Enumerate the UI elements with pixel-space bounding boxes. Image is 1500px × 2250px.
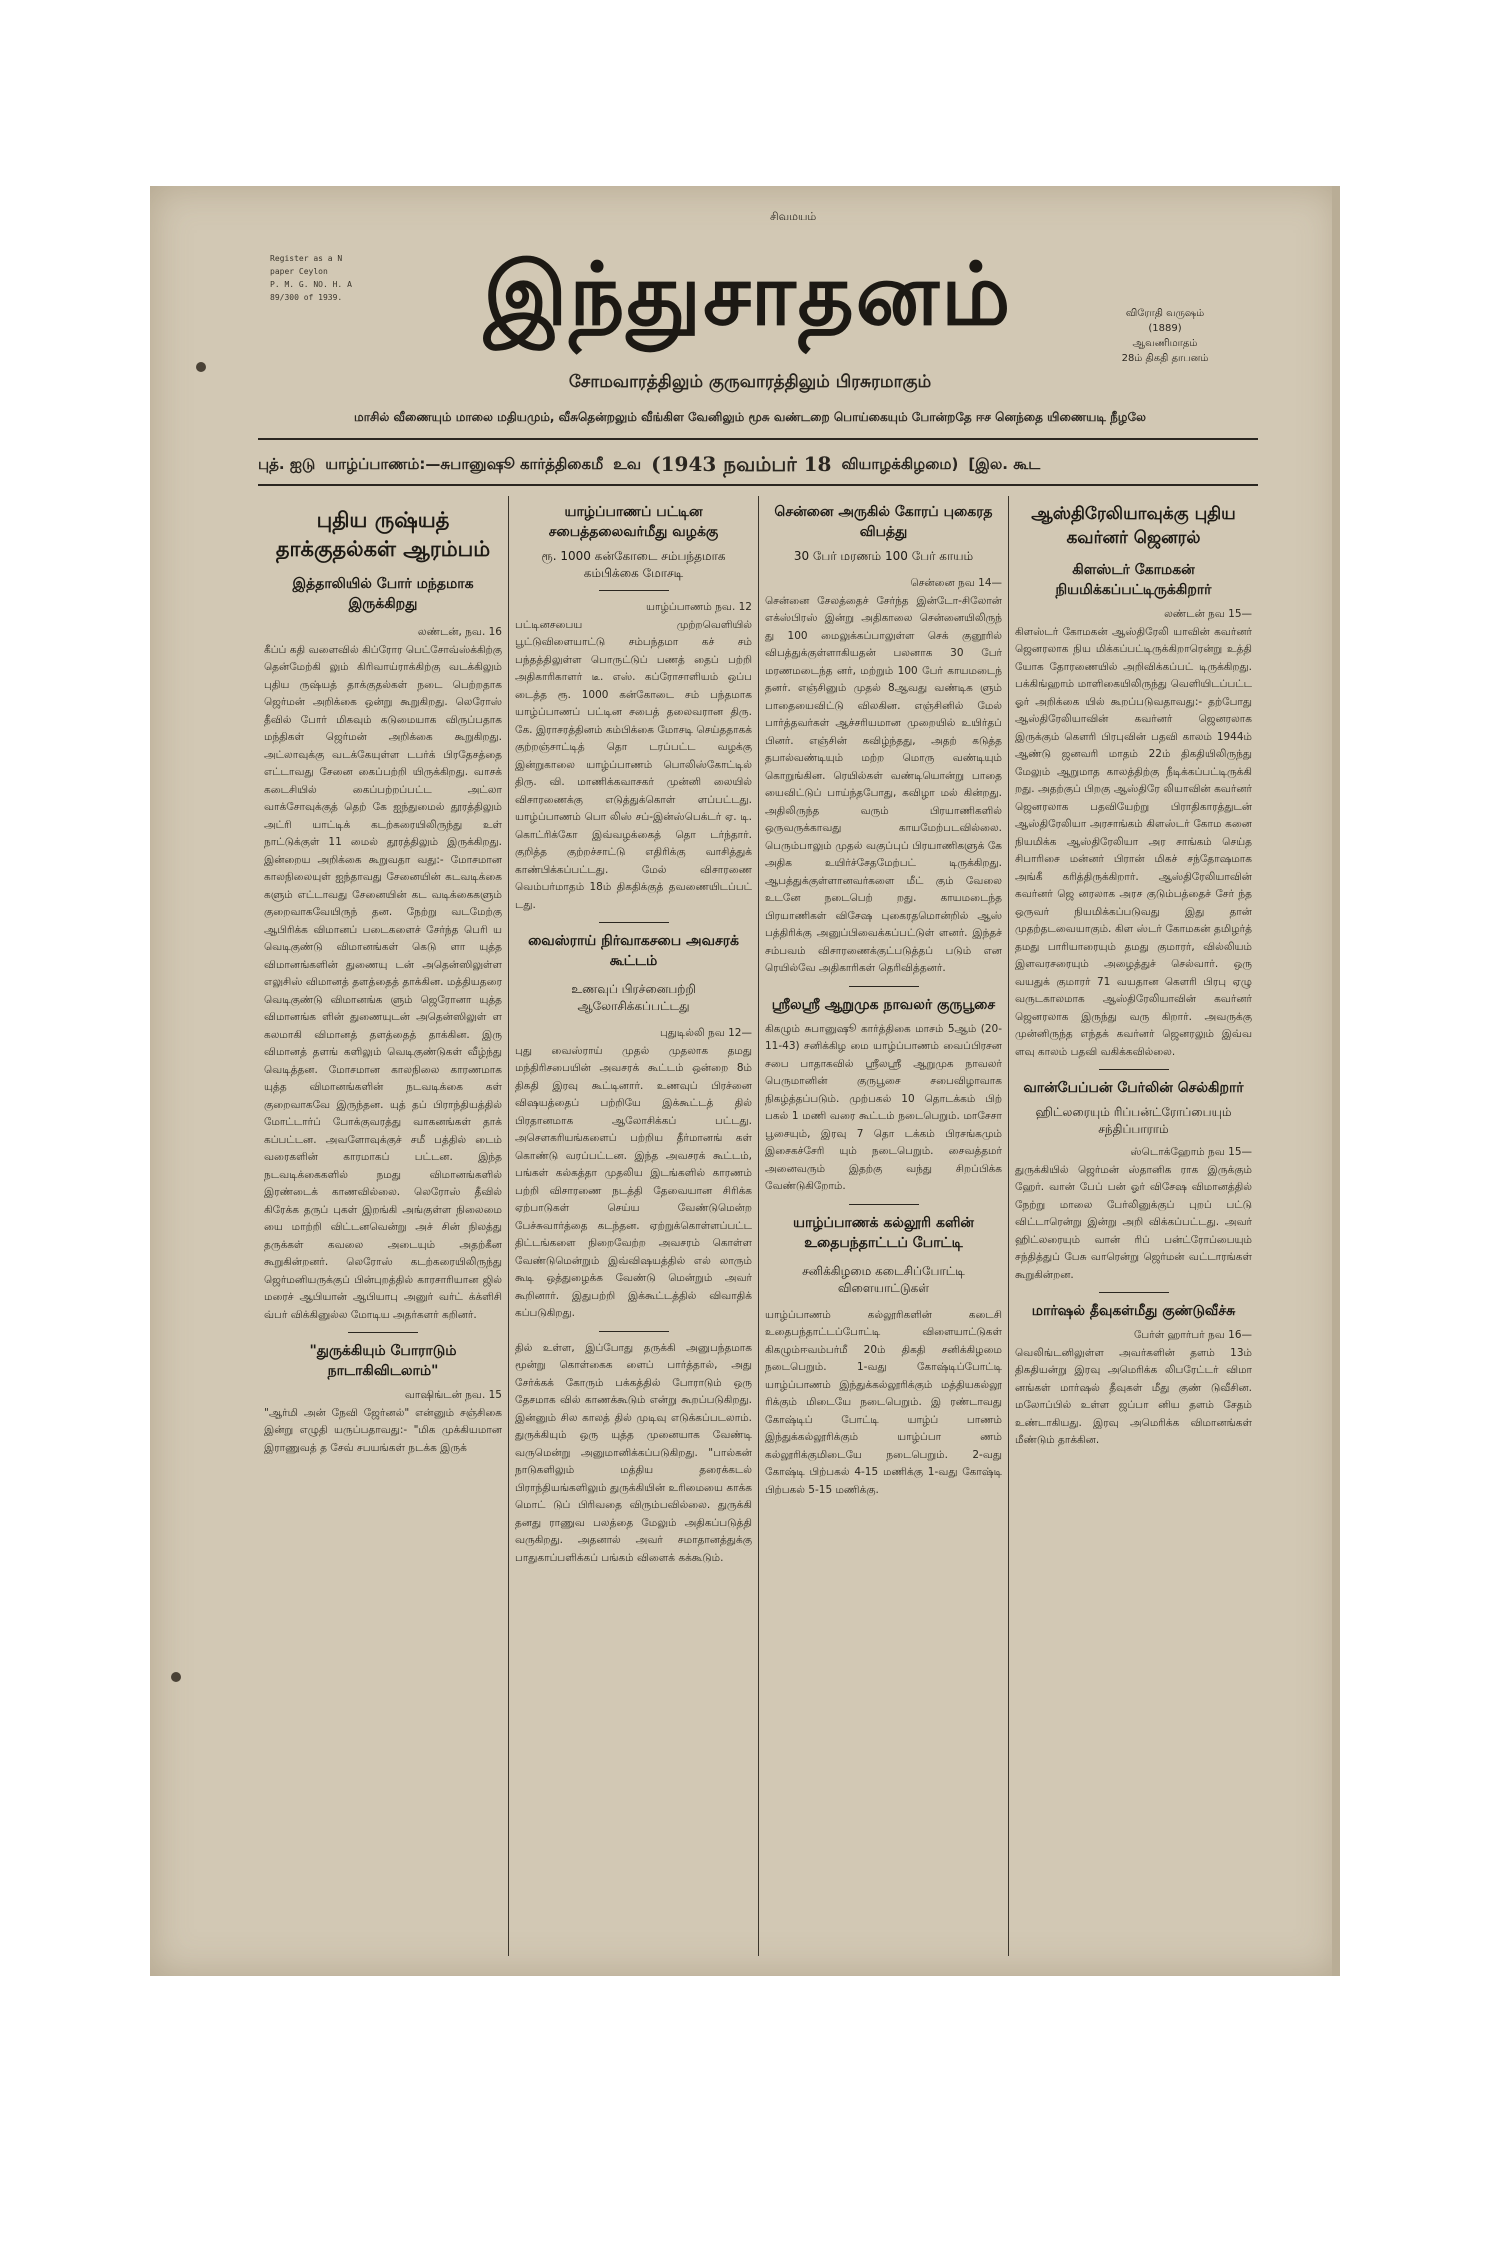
binding-hole [171, 1672, 181, 1682]
article-divider [849, 1204, 919, 1205]
article-dateline: பேர்ள் ஹார்பர் நவ 16— [1133, 1329, 1252, 1341]
registration-line: P. M. G. NO. H. A [270, 280, 352, 289]
year-box-line: 28ம் திகதி தாபனம் [1121, 353, 1209, 364]
article-body: யாழ்ப்பாணம் கல்லூரிகளின் கடைசி உதைபந்தாட்டப்போட்டி விளையாட்டுகள் கிகழும்ஈவம்பர்மீ 20ம் திகதி சனிக்கிழமை நடைபெறும். 1-வது கோஷ்டிப்போட்டி யாழ்ப்பாணம் இந்துக்கல்லூரிக்கும் மத்தியகல்லூ ரிக்கும் மிடையே நடைபெறும். இ ரண்டாவது கோஷ்டிப் போட்டி யாழ்ப் பாணம் இந்துக்கல்லூரிக்கும் யாழ்ப்பா ணம் கல்லூரிக்குமிடையே நடைபெறும். 2-வது கோஷ்டி பிற்பகல் 4-15 மணிக்கு 1-வது கோஷ்டி பிற்பகல் 5-15 மணிக்கு. [765, 1308, 1002, 1496]
issue-number: [இல. கூட [968, 455, 1041, 473]
subhead-jaffna-case: ரூ. 1000 கன்கோடை சம்பந்தமாக கம்பிக்கை மோசடி [541, 549, 726, 580]
subhead-gloucester: கிளஸ்டர் கோமகன் நியமிக்கப்பட்டிருக்கிறார் [1055, 562, 1212, 598]
headline-football-tournament: யாழ்ப்பாணக் கல்லூரி களின் உதைபந்தாட்டப் போட்டி [792, 1214, 975, 1251]
day-number: உவ [613, 455, 642, 473]
article-divider [599, 922, 669, 923]
article-body: கிகழும் சுபானுஷூ கார்த்திகை மாசம் 5ஆம் (20-11-43) சனிக்கிழ மை யாழ்ப்பாணம் வைப்பிரசன சபை பாதாகவில் ஸ்ரீலஸ்ரீ ஆறுமுக நாவலர் பெருமானின் குருபூசை சபைவிழாவாக நிகழ்த்தப்படும். முற்பகல் 10 தொடக்கம் பிற் பகல் 1 மணி வரை கூட்டம் நடைபெறும். மாசேசா பூசையும், இரவு 7 தொ டக்கம் பிரசங்கமும் இசைகச்சேரி யும் நடைபெறும். சைவத்தமர் அனைவரும் இதற்கு வந்து சிறப்பிக்க வேண்டுகிறோம். [765, 1022, 1002, 1192]
headline-von-papen: வான்பேப்பன் பேர்லின் செல்கிறார் [1023, 1080, 1244, 1096]
article-divider [599, 1331, 669, 1332]
columns [258, 496, 1258, 1956]
newspaper-page [150, 186, 1340, 1976]
article-dateline: ஸ்டொக்ஹோம் நவ 15— [1130, 1146, 1252, 1158]
year-box-line: விரோதி வருஷம் [1125, 308, 1205, 319]
article-dateline: யாழ்ப்பாணம் நவ. 12 [645, 601, 752, 613]
article-body: வெலிங்டனிலுள்ள அவர்களின் தளம் 13ம் திகதியன்று இரவு அமெரிக்க லிபரேட்டர் விமா னங்கள் மார்ஷல் தீவுகள் மீது குண் டுவீசின. மலோப்பில் உள்ள ஜப்பா னிய தளம் சேதம் உண்டாகியது. இரவு அமெரிக்க விமானங்கள் மீண்டும் தாக்கின. [1015, 1346, 1252, 1446]
article-body: "ஆர்மி அன் நேவி ஜேர்னல்" என்னும் சஞ்சிகை இன்று எழுதி யருப்பதாவது:- "மிக முக்கியமான இராணுவத் த சேவ் சபயங்கள் நடக்க இருக் [264, 1406, 502, 1454]
article-dateline: வாஷிங்டன் நவ. 15 [404, 1389, 502, 1401]
article-body: துருக்கியில் ஜெர்மன் ஸ்தானிக ராக இருக்கும் ஹேர். வான் பேப் பன் ஓர் விசேஷ விமானத்தில் நேற்று மாலை பேர்லினுக்குப் புறப் பட்டு விட்டாரென்று இன்று அறி விக்கப்பட்டது. அவர் ஹிட்லரையும் வான் ரிப் பன்ட்ரோப்பையும் சந்தித்துப் பேசு வாரென்று ஜெர்மன் வட்டாரங்கள் கூறுகின்றன. [1015, 1163, 1252, 1281]
western-date: (1943 நவம்பர் 18 [651, 451, 832, 476]
headline-train-accident: சென்னை அருகில் கோரப் புகைரத விபத்து [774, 504, 993, 540]
article-dateline: லண்டன் நவ 15— [1164, 608, 1252, 620]
registration-line: paper Ceylon [270, 267, 328, 276]
article-divider [348, 1332, 418, 1333]
article-body: கீப்ப் கதி வளைவில் கிப்ரோர பெட்சோவ்ஸ்க்கிற்கு தென்மேற்கி லும் கிரிவாய்ராக்கிற்கு வடக்கிலும் புதிய ருஷ்யத் தாக்குதல்கள் நடை பெற்றதாக ஜெர்மன் அறிக்கை ஒன்று கூறுகிறது. லெரோஸ் தீவில் போர் மிகவும் கடுமையாக விருப்பதாக மந்திகள் ஜெர்மன் அறிக்கை கூறுகிறது. அட்லாவுக்கு வடக்கேயுள்ள டபர்க் பிரதேசத்தை எட்டாவது சேனை கைப்பற்றி யிருக்கிறது. வாசக் கடைசியில் கைப்பற்றப்பட்ட அட்லா வாக்சோவுக்குத் தெற் கே ஐந்துமைல் தூரத்திலும் அட்ரி யாட்டிக் கடற்கரையிலிருந்து உள் நாட்டுக்குள் 11 மைல் தூரத்திலும் இருக்கிறது. இன்றைய அறிக்கை கூறுவதா வது:- மோசமான காலநிலையுள் ஐந்தாவது சேனையின் கடவடிக்கை களும் எட்டாவது சேனையின் கட வடிக்கைகளும் குறைவாகவேயிருந் தன. நேற்று வடமேற்கு ஆபிரிக்க விமானப் படைகளைச் சேர்ந்த பெரி ய வெடிகுண்டு விமானங்கள் கெடு ளா யுத்த விமானங்களின் துணையு டன் அதென்ஸிலுள்ள எலுசிஸ் விமானத் தளத்தைத் தாக்கின. மத்தியதரை வெடிகுண்டு விமானங்க ளும் ஜெரோனா யுத்த விமானங்க ளின் துணையுடன் அதென்ஸிலுள் ள கலமாகி விமானத் தளத்தைத் தாக்கின. இரு விமானத் தளங் களிலும் வெடிகுண்டுகள் வீழ்ந்து வெடித்தன. மோசமான காலநிலை காரணமாக யுத்த விமானங்களின் நடவடிக்கை கள் குறைவாகவே இருந்தன. யுத் தப் பிராந்தியத்தில் மோட்டார்ப் போக்குவரத்து வாகனங்கள் தாக் கப்பட்டன. அவளோவுக்குச் சமீ பத்தில் டைம் வரைகளின் காரமாகப் பட்டன. இந்த நடவடிக்கைகளில் நமது விமானங்களில் இரண்டைக் காணவில்லை. லெரோஸ் தீவில் கிரேக்க தருப் புகள் இறங்கி அங்குள்ள நிலைமை யை மாற்றி விட்டனவென்று அச் சின் நிலத்து தருக்கள் கவலை அடையும் அதற்கீன கூறுகின்றனர். லெரோஸ் கடற்கரையிலிருந்து ஜெர்மனியருக்குப் பின்புறத்தில் காரசாரியான ஜில் மரைச் ஆபியான் ஆபியாபு அனுர் வர்ட் க்க்ளிசி வ்பர் விக்கினுல்ல மோடிய அதர்களர் கறினர். [264, 643, 502, 1321]
registration-note [270, 252, 380, 304]
article-divider [599, 590, 669, 591]
article-dateline: புதுடில்லி நவ 12— [659, 1027, 752, 1039]
registration-line: Register as a N [270, 254, 343, 263]
registration-line: 89/300 of 1939. [270, 293, 343, 302]
place-and-date: யாழ்ப்பாணம்:—சுபானுஷூ கார்த்திகைமீ [325, 455, 604, 473]
binding-hole [196, 362, 206, 372]
subhead-casualties: 30 பேர் மரணம் 100 பேர் காயம் [793, 549, 974, 563]
invocation: சிவமயம் [770, 210, 817, 223]
article-body: பட்டினசபைய முற்றவெளியில் பூட்டுவிளையாட்டு சம்பந்தமா கச் சம் பந்தத்திலுள்ள பொருட்டுப் பணத் தைப் பற்றி அதிகாரிகாளர் டீ. எஸ். கப்ரோசாளியம் ஒப்ப டைத்த ரூ. 1000 கன்கோடை சம் பந்தமாக யாழ்ப்பாணப் பட்டின சபைத் தலைவரான திரு. கே. இராசரத்தினம் கம்பிக்கை மோசடி செய்ததாகக் குற்றஞ்சாட்டித் தொ டரப்பட்ட வழக்கு இன்றுகாலை யாழ்ப்பாணம் பொலிஸ்கோட்டில் திரு. வி. மாணிக்கவாசகர் முன்னி லையில் விசாரணைக்கு எடுத்துக்கொள் ளப்பட்டது. யாழ்ப்பாணம் பொ லிஸ் சப்-இன்ஸ்பெக்டர் ஏ. டி. கொட்ரிக்கோ இவ்வழக்கைத் தொ டர்ந்தார். குறித்த குற்றச்சாட்டு எதிரிக்கு வாசித்துக் காண்பிக்கப்பட்டது. மேல் விசாரணை வெம்பர்மாதம் 18ம் திகதிக்குத் தவணையிடப்பட் டது. [515, 618, 752, 911]
article-body: புது வைஸ்ராய் முதல் முதலாக தமது மந்திரிசபையின் அவசரக் கூட்டம் ஒன்றை 8ம் திகதி இரவு கூட்டினார். உணவுப் பிரச்னை விஷயத்தைப் பற்றியே இக்கூட்டத் தில் பிரதானமாக ஆலோசிக்கப் பட்டது. அசௌகரியங்களைப் பற்றிய தீர்மானங் கள் கொண்டு வரப்பட்டன. இந்த அவசரக் கூட்டம், பங்கள் கல்கத்தா முதலிய இடங்களில் காரணம் பற்றி விசாரணை நடத்தி தேவையான சிரிக்க ஏற்பாடுகள் செய்ய வேண்டுமென்ற பேச்சுவார்த்தை கடந்தன. ஏற்றுக்கொள்ளப்பட்ட திட்டங்களை நிறைவேற்ற அவசரம் கொள்ள வேண்டுமென்றும் இவ்விஷயத்தில் எல் லாரும் கூடி ஒத்துழைக்க வேண்டு மென்றும் அவர் கூறினார். இதுபற்றி இக்கூட்டத்தில் விவாதிக் கப்படுகிறது. [515, 1044, 752, 1319]
headline-marshall-islands: மார்ஷல் தீவுகள்மீது குண்டுவீச்சு [1031, 1303, 1236, 1319]
year-box-line: ஆவணிமாதம் [1132, 338, 1198, 349]
article-dateline: சென்னை நவ 14— [910, 577, 1002, 589]
masthead-verse: மாசில் வீணையும் மாலை மதியமும், வீசுதென்றலும் வீங்கிள வேனிலும் மூசு வண்டறை பொய்கையும் போன்றதே ஈச னெந்தை யிணையடி நீழலே [354, 410, 1146, 424]
volume-number: புத். ஐடு [258, 455, 316, 473]
newspaper-title: இந்துசாதனம் [483, 245, 1013, 345]
headline-russian-offensive: புதிய ருஷ்யத் தாக்குதல்கள் ஆரம்பம் [275, 508, 491, 561]
column-1 [258, 496, 508, 1956]
column-3 [758, 496, 1008, 1956]
column-4 [1008, 496, 1258, 1956]
headline-viceroy-council: வைஸ்ராய் நிர்வாகசபை அவசரக் கூட்டம் [528, 933, 739, 969]
headline-australia-governor: ஆஸ்திரேலியாவுக்கு புதிய கவர்னர் ஜெனரல் [1031, 504, 1236, 548]
subhead-hitler-meeting: ஹிட்லரையும் ரிப்பன்ட்ரோப்பையும் சந்திப்பாராம் [1035, 1105, 1232, 1136]
article-divider [849, 986, 919, 987]
issue-dateline [258, 448, 1258, 482]
article-dateline: லண்டன், நவ. 16 [417, 626, 502, 638]
article-divider [1099, 1292, 1169, 1293]
article-divider [1099, 1069, 1169, 1070]
headline-turkey: "துருக்கியும் போராடும் நாடாகிவிடலாம்" [309, 1343, 457, 1379]
headline-jaffna-council-case: யாழ்ப்பாணப் பட்டின சபைத்தலைவர்மீது வழக்கு [548, 504, 719, 540]
article-continuation: தில் உள்ள, இப்போது தருக்கி அனுபந்தமாக மூன்று கொள்கைக ளைப் பார்த்தால், அது சேர்க்கக் கோரும் பக்கத்தில் போராடும் ஒரு தேசமாக வில் காணக்கூடும் என்று கூறப்படுகிறது. இன்னும் சில காலத் தில் முடிவு எடுக்கப்படலாம். துருக்கியும் ஒரு யுத்த முனையாக வேண்டி வருமென்று அனுமானிக்கப்படுகிறது. "பால்கன் நாடுகளிலும் மத்திய தரைக்கடல் பிராந்தியங்களிலும் துருக்கியின் உரிமையை காக்க மொட் டுப் பிரிவதை விரும்பவில்லை. துருக்கி தனது ராணுவ பலத்தை மேலும் அதிகப்படுத்தி வருகிறது. அதனால் அவர் சமாதானத்துக்கு பாதுகாப்பளிக்கப் பங்கம் விளைக் கக்கூடும். [515, 1341, 752, 1564]
article-body: கிளஸ்டர் கோமகன் ஆஸ்திரேலி யாவின் கவர்னர் ஜெனரலாக நிய மிக்கப்பட்டிருக்கிறாரென்று உத்தி யோக தோரணையில் அறிவிக்கப்பட் டிருக்கிறது. பக்கிங்ஹாம் மாளிகையிலிருந்து வெளியிடப்பட்ட ஓர் அறிக்கை யில் கூறப்படுவதாவது:- தற்போது ஆஸ்திரேலியாவின் கவர்னர் ஜெனரலாக இருக்கும் கௌரி பிரபுவின் பதவி காலம் 1944ம் ஆண்டு ஜனவரி மாதம் 22ம் திகதியிலிருந்து மேலும் ஆறுமாத காலத்திற்கு நீடிக்கப்பட்டிருக்கி றது. அதற்குப் பிறகு ஆஸ்திரே லியாவின் கவர்னர் ஜெனரலாக பதவியேற்று பிராதிகாரத்துடன் ஆஸ்திரேலியா அரசாங்கம் கிளஸ்டர் கோம கனை நியமிக்க ஆஸ்திரேலியா அர சாங்கம் செய்த சிபாரிசை மன்னர் பிரான் மிகச் சந்தோஷமாக அங்கீ கரித்திருக்கிறார். ஆஸ்திரேலியாவின் கவர்னர் ஜெ னரலாக அரச குடும்பத்தைச் சேர் ந்த ஒருவர் நியமிக்கப்படுவது இது தான் முதற்தடவையாகும். கிள ஸ்டர் கோமகன் தமிழர்த் தமது பாரியாரையும் தமது குமாரர், வில்லியம் இளவரசரையும் அழைத்துச் செல்வார். ஒரு வயதுக் குமாரர் 71 வயதான கௌரி பிரபு ஏழு வருடகாலமாக ஆஸ்திரேலியாவின் கவர்னர் ஜெனரலாக இருந்து வரு கிறார். அவருக்கு முன்னிருந்த எந்தக் கவர்னர் ஜெனரலும் இவ்வ ளவு காலம் பதவி வகிக்கவில்லை. [1015, 625, 1252, 1058]
subhead-italy: இத்தாலியில் போர் மந்தமாக இருக்கிறது [292, 576, 474, 612]
subhead-food-problem: உணவுப் பிரச்னைபற்றி ஆலோசிக்கப்பட்டது [571, 982, 696, 1013]
subhead-final-games: சனிக்கிழமை கடைசிப்போட்டி விளையாட்டுகள் [802, 1263, 965, 1295]
column-2 [508, 496, 758, 1956]
dateline-rule [258, 484, 1258, 486]
masthead-rule [258, 438, 1258, 440]
publication-schedule: சோமவாரத்திலும் குருவாரத்திலும் பிரசுரமாகும் [568, 372, 932, 392]
weekday: வியாழக்கிழமை) [841, 455, 959, 473]
founding-year-box [1100, 306, 1230, 366]
year-box-line: (1889) [1148, 323, 1182, 334]
article-body: சென்னை சேலத்தைச் சேர்ந்த இன்டோ-சிலோன் எக்ஸ்பிரஸ் இன்று அதிகாலை சென்னையிலிருந் து 100 மைலுக்கப்பாலுள்ள செக் குனூரில் விபத்துக்குள்ளாகியதன் பலனாக 30 பேர் மரணமடைந்த னர், மற்றும் 100 பேர் காயமடைந் தனர். எஞ்சினும் முதல் 8ஆவது வண்டிக ளும் பாதையைவிட்டு விலகின. எஞ்சினில் மேல் பார்த்தவர்கள் ஆச்சரியமான முறையில் உயிர்தப் பினர். எஞ்சின் கவிழ்ந்தது, அதற் கடுத்த தபால்வண்டியும் மற்ற மொரு வண்டியும் கொறுங்கின. ரெயில்கள் வண்டியொன்று பாதை யைவிட்டுப் பாய்ந்தபோது, கவிழா மல் கின்றது. அதிலிருந்த வரும் பிரயாணிகளில் ஒருவருக்காவது காயமேற்படவில்லை. பெரும்பாலும் முதல் வகுப்புப் பிரயாணிகளுக் கே அதிக உயிர்ச்சேதமேற்பட் டிருக்கிறது. ஆபத்துக்குள்ளானவர்களை மீட் கும் வேலை உடனே நடைபெற் றது. காயமடைந்த பிரயாணிகள் விசேஷ புகைரதமொன்றில் ஆஸ் பத்திரிக்கு அனுப்பிவைக்கப்பட்டுள் ளனர். இந்தச் சம்பவம் விசாரணைக்குட்படுத்தப் படும் என ரெயில்வே அதிகாரிகள் தெரிவித்தனர். [765, 594, 1002, 974]
headline-navalar-gurupoojai: ஸ்ரீலஸ்ரீ ஆறுமுக நாவலர் குருபூசை [771, 996, 996, 1013]
